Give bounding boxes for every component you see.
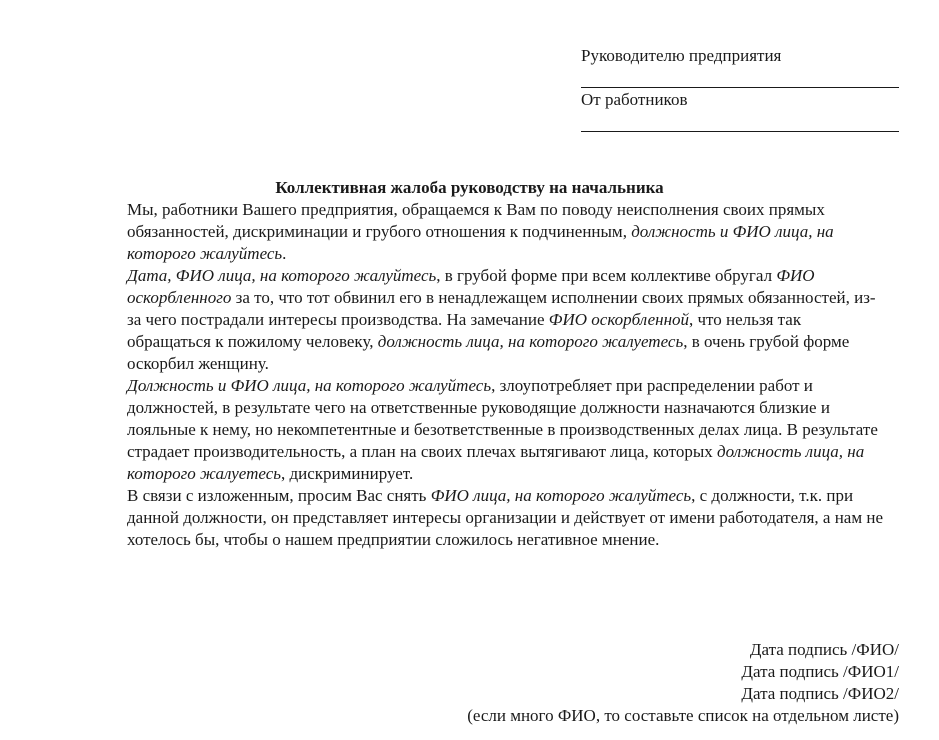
- paragraph-2: [127, 265, 887, 375]
- p4-text-1: В связи с изложенным, просим Вас снять: [127, 486, 431, 505]
- document-title: Коллективная жалоба руководству на начальника: [275, 178, 664, 197]
- p2-placeholder-3: ФИО оскорбленной: [548, 310, 689, 329]
- paragraph-1: [127, 199, 887, 265]
- p4-placeholder-1: ФИО лица, на которого жалуйтесь: [430, 486, 692, 505]
- signature-line-1: Дата подпись /ФИО/: [749, 640, 899, 659]
- p2-text-1: , в грубой форме при всем коллективе обругал: [436, 266, 777, 285]
- p1-text-2: .: [282, 244, 287, 263]
- p2-placeholder-2: ФИО оскорбленного: [127, 266, 815, 307]
- paragraph-3: [127, 375, 887, 485]
- signature-line-2: Дата подпись /ФИО1/: [741, 662, 899, 681]
- addressee-block: [581, 44, 899, 132]
- p2-placeholder-4: должность лица, на которого жалуетесь: [377, 332, 684, 351]
- signature-block: [467, 639, 899, 727]
- sender-text: От работников: [581, 90, 688, 109]
- p2-text-3: , что нельзя так обращаться к пожилому человеку,: [127, 310, 802, 351]
- p3-text-2: , дискриминирует.: [281, 464, 414, 483]
- document-body: [127, 199, 887, 551]
- p1-text-1: Мы, работники Вашего предприятия, обращаемся к Вам по поводу неисполнения своих прямых обязанностей, дискриминации и грубого отношения к подчиненным,: [127, 200, 825, 241]
- paragraph-4: [127, 485, 887, 551]
- p4-text-2: , с должности, т.к. при данной должности, он представляет интересы организации и действует от имени работодателя, а нам не хотелось бы, чтобы о нашем предприятии сложилось негативное мнение.: [127, 486, 884, 549]
- p1-placeholder-1: должность и ФИО лица, на которого жалуйтесь: [127, 222, 834, 263]
- p2-text-2: за то, что тот обвинил его в ненадлежащем исполнении своих прямых обязанностей, из-за чего пострадали интересы производства. На замечание: [127, 288, 876, 329]
- addressee-line: [581, 44, 899, 88]
- addressee-text: Руководителю предприятия: [581, 46, 782, 65]
- signature-note: (если много ФИО, то составьте список на отдельном листе): [467, 706, 899, 725]
- p2-placeholder-1: Дата, ФИО лица, на которого жалуйтесь: [127, 266, 437, 285]
- p3-text-1: , злоупотребляет при распределении работ и должностей, в результате чего на ответственные руководящие должности назначаются близкие и лояльные к нему, но некомпетентные и безответственные в производственных делах лица. В результате страдает производительность, а план на своих плечах вытягивают лица, которых: [127, 376, 878, 461]
- sender-line: [581, 88, 899, 132]
- p3-placeholder-2: должность лица, на которого жалуетесь: [127, 442, 865, 483]
- p2-text-4: , в очень грубой форме оскорбил женщину.: [127, 332, 850, 373]
- p3-placeholder-1: Должность и ФИО лица, на которого жалуйтесь: [127, 376, 492, 395]
- signature-line-3: Дата подпись /ФИО2/: [741, 684, 899, 703]
